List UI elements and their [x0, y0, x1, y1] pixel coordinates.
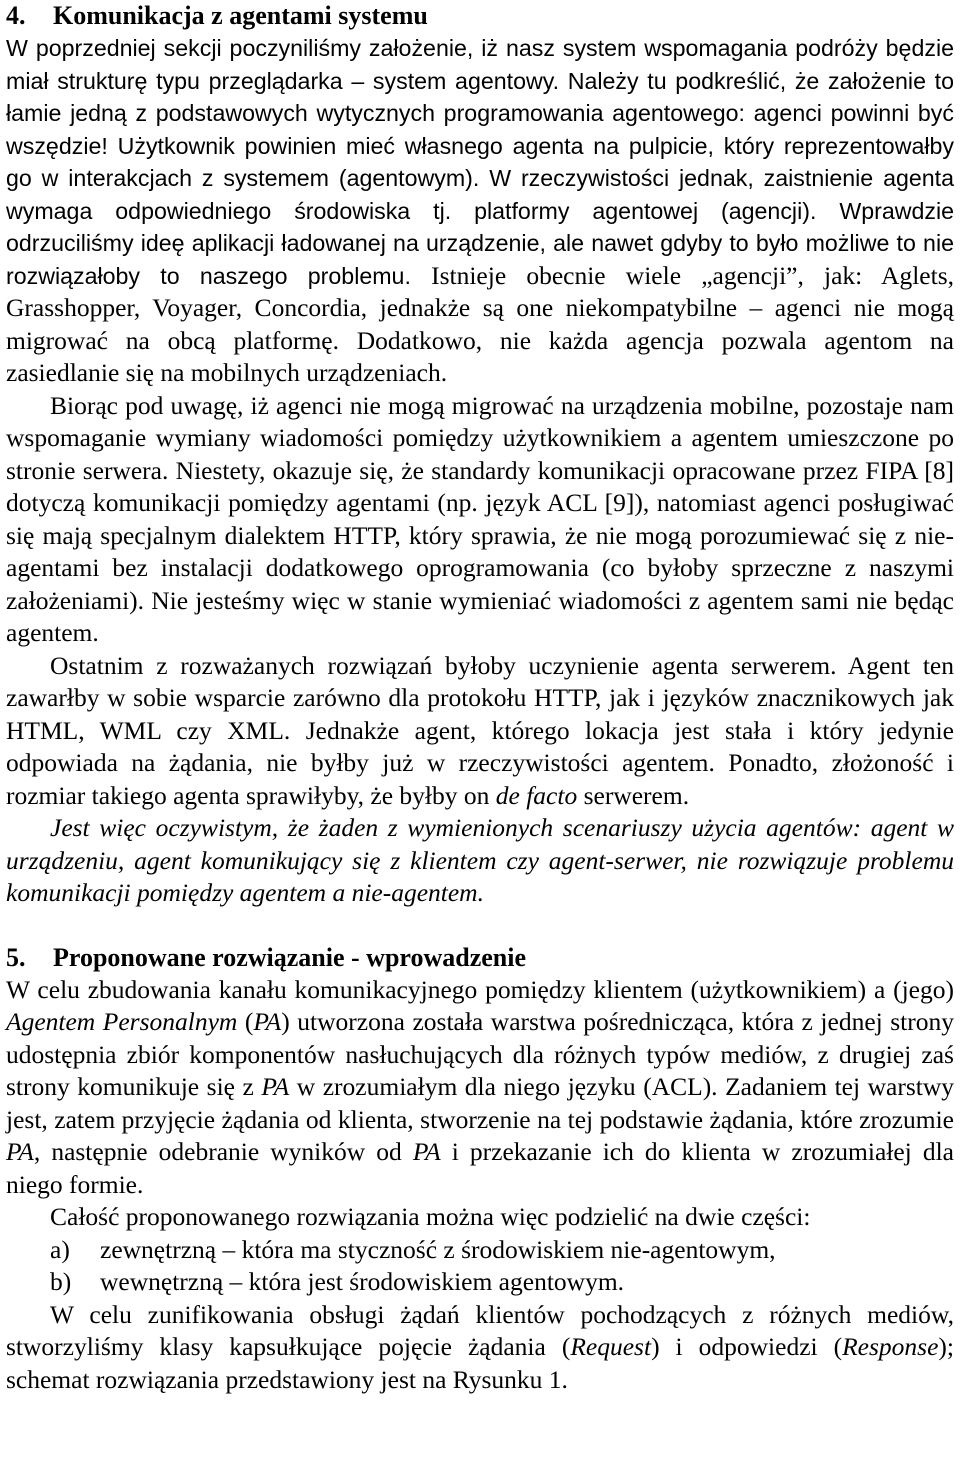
pa-italic: PA: [412, 1137, 441, 1166]
text-run: W celu zunifikowania obsługi żądań klientów pochodzących z różnych mediów, stworzyliśmy klasy kapsułkujące pojęcie żądania (: [6, 1299, 954, 1361]
section-5-paragraph-1: [6, 974, 954, 1202]
section-5-heading: [6, 942, 954, 974]
section-4-heading: [6, 0, 954, 32]
text-run: ); schemat rozwiązania przedstawiony jest na Rysunku 1.: [6, 1332, 954, 1394]
list-item-text: wewnętrzną – która jest środowiskiem agentowym.: [100, 1267, 625, 1296]
section-5-paragraph-3: [6, 1299, 954, 1397]
paragraph-serif-part: Istnieje obecnie wiele „agencji”, jak: Aglets, Grasshopper, Voyager, Concordia, jednakże są one niekompatybilne – agenci nie mogą migrować na obcą platformę. Dodatkowo, nie każda agencja pozwala agentom na zasiedlanie się na mobilnych urządzeniach.: [6, 260, 954, 387]
pa-italic: PA: [261, 1072, 290, 1101]
text-run: w zrozumiałym dla niego języku (ACL). Zadaniem tej warstwy jest, zatem przyjęcie żądania od klienta, stworzenie na tej podstawie żądania, które zrozumie: [6, 1072, 955, 1134]
text-run: , następnie odebranie wyników od: [33, 1137, 413, 1166]
list-marker: a): [50, 1234, 70, 1264]
paragraph-text: Ostatnim z rozważanych rozwiązań byłoby uczynienie agenta serwerem. Agent ten zawarłby w sobie wsparcie zarówno dla protokołu HTTP, jak i języków znacznikowych jak HTML, WML czy XML. Jednakże agent, którego lokacja jest stała i który jedynie odpowiada na żądania, nie byłby już w rzeczywistości agentem. Ponadto, złożoność i rozmiar takiego agenta sprawiłyby, że byłby on: [6, 650, 954, 810]
agent-personalny-italic: Agentem Personalnym: [6, 1007, 238, 1036]
text-run: ) utworzona została warstwa pośrednicząca, która z jednej strony udostępnia zbiór komponentów nasłuchujących dla różnych typów mediów, z drugiej zaś strony komunikuje się z: [6, 1007, 955, 1101]
text-run: W celu zbudowania kanału komunikacyjnego pomiędzy klientem (użytkownikiem) a (jego): [6, 974, 954, 1004]
text-run: ) i odpowiedzi (: [651, 1332, 843, 1361]
section-5-paragraph-2: Całość proponowanego rozwiązania można więc podzielić na dwie części:: [50, 1202, 811, 1231]
list-item-text: zewnętrzną – która ma styczność z środowiskiem nie-agentowym,: [100, 1234, 776, 1264]
pa-italic: PA: [6, 1137, 34, 1166]
section-4-paragraph-1: [6, 32, 954, 390]
section-4-title: Komunikacja z agentami systemu: [53, 1, 428, 30]
section-4-number: 4.: [6, 1, 26, 30]
section-4-paragraph-3: [6, 650, 954, 813]
request-italic: Request: [570, 1332, 652, 1361]
list-item: [6, 1266, 954, 1299]
pa-italic: PA: [253, 1007, 282, 1036]
section-5-title: Proponowane rozwiązanie - wprowadzenie: [53, 942, 527, 972]
list-marker: b): [50, 1267, 72, 1296]
paragraph-sans-part: W poprzedniej sekcji poczyniliśmy założenie, iż nasz system wspomagania podróży będzie miał strukturę typu przeglądarka – system agentowy. Należy tu podkreślić, że założenie to łamie jedną z podstawowych wytycznych programowania agentowego: agenci powinni być wszędzie! Użytkownik powinien mieć własnego agenta na pulpicie, który reprezentowałby go w interakcjach z systemem (agentowym). W rzeczywistości jednak, zaistnienie agenta wymaga odpowiedniego środowiska tj. platformy agentowej (agencji). Wprawdzie odrzuciliśmy ideę aplikacji ładowanej na urządzenie, ale nawet gdyby to było możliwe to nie rozwiązałoby to naszego problemu.: [6, 35, 954, 289]
section-4-paragraph-2: Biorąc pod uwagę, iż agenci nie mogą migrować na urządzenia mobilne, pozostaje nam wspomaganie wymiany wiadomości pomiędzy użytkownikiem a agentem umieszczone po stronie serwera. Niestety, okazuje się, że standardy komunikacji opracowane przez FIPA [8] dotyczą komunikacji pomiędzy agentami (np. język ACL [9]), natomiast agenci posługiwać się mają specjalnym dialektem HTTP, który sprawia, że nie mogą porozumiewać się z nie-agentami bez instalacji dodatkowego oprogramowania (co byłoby sprzeczne z naszymi założeniami). Nie jesteśmy więc w stanie wymieniać wiadomości z agentem sami nie będąc agentem.: [6, 390, 954, 647]
section-5-number: 5.: [6, 942, 26, 972]
text-run: i przekazanie ich do klienta w zrozumiałej dla niego formie.: [6, 1137, 954, 1199]
response-italic: Response: [842, 1332, 939, 1361]
paragraph-tail: serwerem.: [577, 780, 690, 810]
list-item: [6, 1234, 954, 1267]
section-gap: [6, 910, 954, 942]
de-facto-italic: de facto: [495, 780, 578, 810]
section-4-paragraph-4: Jest więc oczywistym, że żaden z wymienionych scenariuszy użycia agentów: agent w urządzeniu, agent komunikujący się z klientem czy agent-serwer, nie rozwiązuje problemu komunikacji pomiędzy agentem a nie-agentem.: [6, 813, 954, 907]
text-run: (: [237, 1007, 254, 1036]
